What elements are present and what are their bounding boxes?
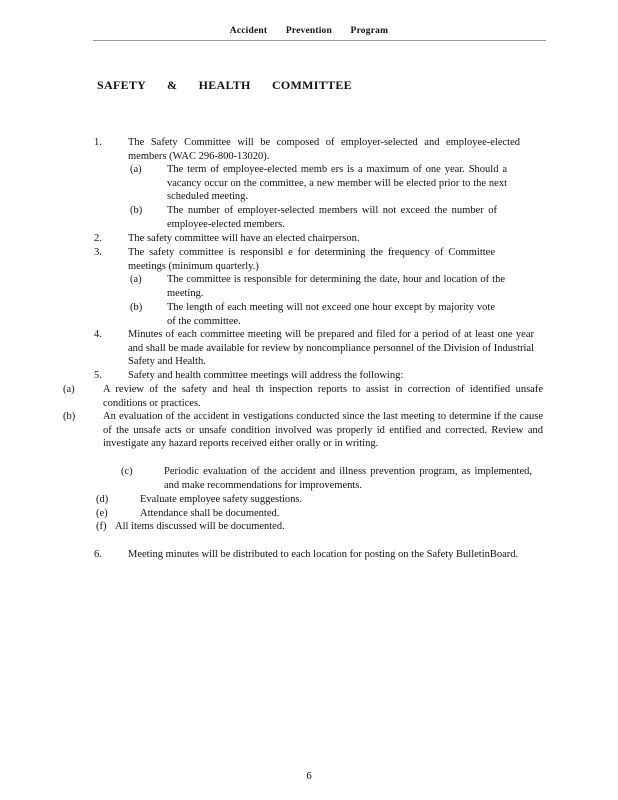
sub-item-label: (a) [63,384,75,395]
sub-item-label: (b) [130,302,143,313]
item-number: 6. [94,549,102,560]
list-item-text: Meeting minutes will be distributed to each location for posting on the Safety BulletinBoard. [128,549,519,560]
sub-item-label: (c) [121,466,133,477]
item-number: 3. [94,247,102,258]
header-rule [93,40,546,41]
list-item-text: The safety committee will have an elected chairperson. [128,233,360,244]
sub-item-text: The number of employer-selected members will not exceed the number of employee-elected members. [167,205,497,230]
sub-item-text: The committee is responsible for determining the date, hour and location of the meeting. [167,274,505,299]
running-header: Accident Prevention Program [229,26,389,36]
list-item-text: Minutes of each committee meeting will be prepared and filed for a period of at least one year and shall be made available for review by noncompliance personnel of the Division of Industrial Safety and Health. [128,329,534,368]
page-number: 6 [306,771,312,782]
sub-item-label: (a) [130,164,142,175]
sub-item-text: The term of employee-elected memb ers is a maximum of one year. Should a vacancy occur on the committee, a new member will be elected prior to the next scheduled meeting. [167,164,507,203]
sub-item-label: (b) [63,411,76,422]
item-number: 5. [94,370,102,381]
item-number: 2. [94,233,102,244]
section-title: SAFETY & HEALTH COMMITTEE [97,78,352,92]
sub-item-text: The length of each meeting will not exceed one hour except by majority vote of the committee. [167,302,495,327]
item-number: 4. [94,329,102,340]
sub-item-text: Periodic evaluation of the accident and illness prevention program, as implemented, and make recommendations for improvements. [164,466,532,491]
list-item-text: The safety committee is responsibl e for determining the frequency of Committee meetings (minimum quarterly.) [128,247,495,272]
sub-item-text: An evaluation of the accident in vestigations conducted since the last meeting to determine if the cause of the unsafe acts or unsafe condition involved was properly id entified and corrected. Review and investigate any hazard reports received either orally or in writing. [103,411,543,450]
sub-item-text: All items discussed will be documented. [115,521,285,532]
list-item-text: Safety and health committee meetings will address the following: [128,370,404,381]
sub-item-text: Attendance shall be documented. [140,508,280,519]
sub-item-text: Evaluate employee safety suggestions. [140,494,303,505]
item-number: 1. [94,137,102,148]
sub-item-label: (b) [130,205,143,216]
list-item-text: The Safety Committee will be composed of employer-selected and employee-elected members (WAC 296-800-13020). [128,137,520,162]
sub-item-label: (d) [96,494,109,505]
sub-item-label: (a) [130,274,142,285]
sub-item-label: (e) [96,508,108,519]
sub-item-label: (f) [96,521,107,532]
sub-item-text: A review of the safety and heal th inspection reports to assist in correction of identified unsafe conditions or practices. [103,384,543,409]
